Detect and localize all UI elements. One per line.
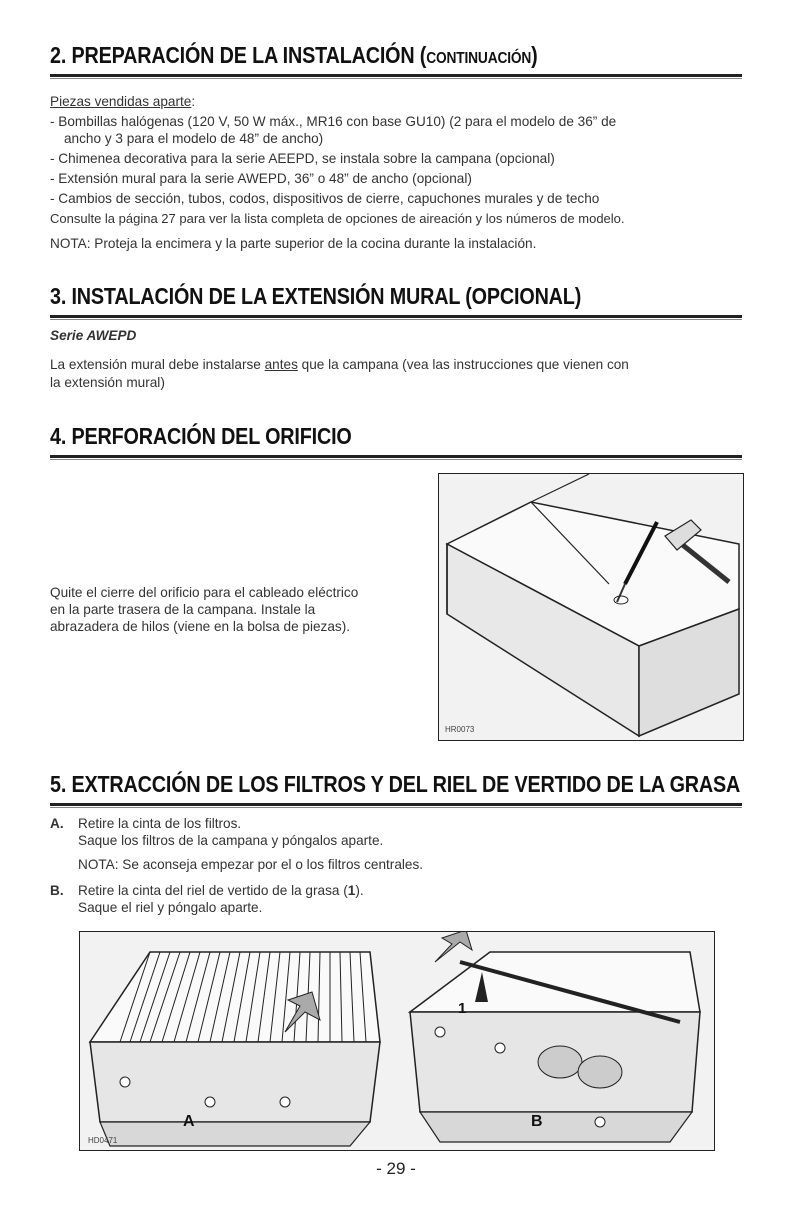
figure-label-a: A (183, 1113, 195, 1130)
parts-item-1: - Bombillas halógenas (120 V, 50 W máx., MR16 con base GU10) (2 para el modelo de 36” de (50, 114, 617, 129)
step-a-line-2: Saque los filtros de la campana y póngalos aparte. (78, 833, 384, 848)
section-5-rule (50, 803, 742, 808)
parts-item-4: - Cambios de sección, tubos, codos, dispositivos de cierre, capuchones murales y de techo (50, 191, 600, 206)
series-label: Serie AWEPD (50, 328, 137, 343)
filters-illustration (80, 932, 714, 1150)
section-3-heading: 3. INSTALACIÓN DE LA EXTENSIÓN MURAL (OPCIONAL) (50, 283, 582, 309)
step-b-label: B. (50, 883, 64, 898)
step-a-line-1: Retire la cinta de los filtros. (78, 816, 242, 831)
section-3-rule (50, 315, 742, 320)
hood-back-figure (438, 473, 744, 741)
orifice-line-2: en la parte trasera de la campana. Instale la (50, 602, 316, 617)
orifice-line-1: Quite el cierre del orificio para el cableado eléctrico (50, 585, 359, 600)
step-b-line-1: Retire la cinta del riel de vertido de la grasa (1). (78, 883, 364, 898)
step-b-line-2: Saque el riel y póngalo aparte. (78, 900, 263, 915)
parts-item-1-cont: ancho y 3 para el modelo de 48” de ancho) (64, 131, 324, 146)
note-text: NOTA: Proteja la encimera y la parte superior de la cocina durante la instalación. (50, 236, 537, 251)
hood-back-illustration (439, 474, 743, 740)
callout-number: 1 (458, 1000, 467, 1017)
orifice-line-3: abrazadera de hilos (viene en la bolsa de piezas). (50, 619, 351, 634)
figure-code: HR0073 (445, 725, 475, 734)
parts-item-2: - Chimenea decorativa para la serie AEEPD, se instala sobre la campana (opcional) (50, 151, 555, 166)
figure-code: HD0471 (88, 1136, 118, 1145)
section-5-heading: 5. EXTRACCIÓN DE LOS FILTROS Y DEL RIEL DE VERTIDO DE LA GRASA (50, 771, 741, 797)
extension-text: La extensión mural debe instalarse antes que la campana (vea las instrucciones que vienen con (50, 357, 629, 372)
section-2-heading: 2. PREPARACIÓN DE LA INSTALACIÓN (CONTINUACIÓN) (50, 42, 538, 68)
step-a-note: NOTA: Se aconseja empezar por el o los filtros centrales. (78, 857, 424, 872)
parts-item-3: - Extensión mural para la serie AWEPD, 36” o 48” de ancho (opcional) (50, 171, 472, 186)
consult-text: Consulte la página 27 para ver la lista completa de opciones de aireación y los números de modelo. (50, 211, 625, 226)
section-4-rule (50, 455, 742, 460)
parts-label: Piezas vendidas aparte: (50, 94, 196, 109)
section-2-rule (50, 74, 742, 79)
figure-label-b: B (531, 1113, 543, 1130)
page-number: - 29 - (376, 1159, 416, 1178)
filters-figure (79, 931, 715, 1151)
extension-text-cont: la extensión mural) (50, 375, 165, 390)
step-a-label: A. (50, 816, 64, 831)
section-4-heading: 4. PERFORACIÓN DEL ORIFICIO (50, 423, 352, 449)
